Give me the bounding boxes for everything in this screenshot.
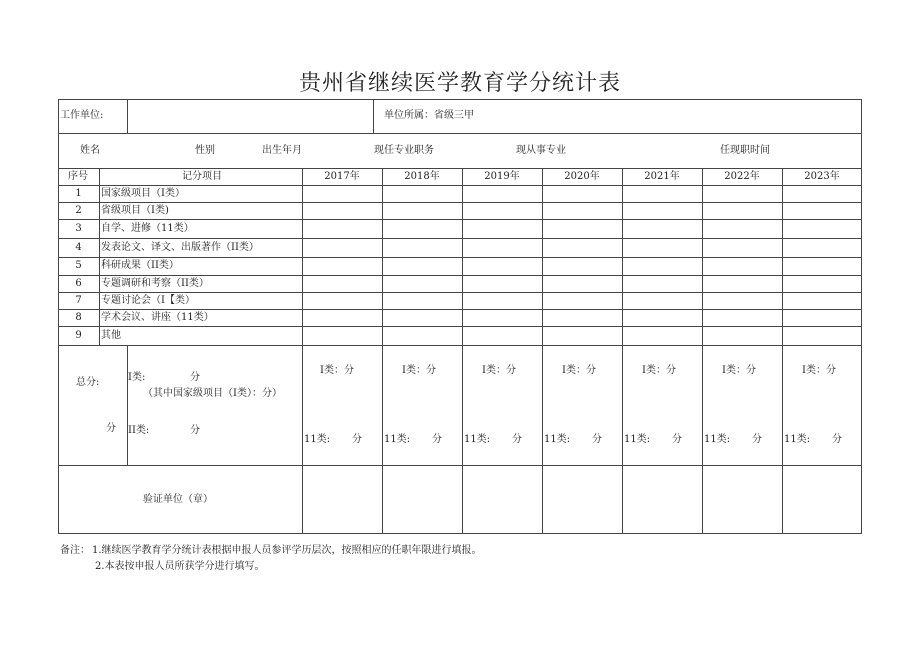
notes-label: 备注： xyxy=(60,545,90,556)
row-number: 1 xyxy=(75,188,82,199)
tenure-label: 任现职时间 xyxy=(720,145,770,156)
year-class1-total: I类：分 xyxy=(722,365,756,376)
row-item: 发表论文、译文、出版著作（II类） xyxy=(101,242,259,253)
note-line-1: 1.继续医学教育学分统计表根据申报人员参评学历层次，按照相应的任职年限进行填报。 xyxy=(92,545,482,556)
total-national: （其中国家级项目（I类）：分） xyxy=(143,388,282,399)
row-item: 省级项目（I类) xyxy=(101,205,169,216)
total-class1-unit: 分 xyxy=(190,372,200,383)
row-item: 专题调研和考察（II类） xyxy=(101,278,209,289)
year-class2-unit: 分 xyxy=(752,434,762,445)
year-class2-unit: 分 xyxy=(832,434,842,445)
year-header: 2021年 xyxy=(644,171,680,182)
row-item: 专题讨论会（I【类） xyxy=(101,295,195,306)
row-item: 国家级项目（I类） xyxy=(101,188,185,199)
total-class1: I类: xyxy=(128,372,146,383)
row-item: 学术会议、讲座（11类） xyxy=(101,312,214,323)
year-class1-total: I类：分 xyxy=(482,365,516,376)
year-header: 2022年 xyxy=(724,171,760,182)
year-class2-prefix: 11类: xyxy=(464,434,491,445)
position-label: 现任专业职务 xyxy=(374,145,434,156)
total-label: 总分: xyxy=(76,377,100,388)
row-number: 3 xyxy=(75,223,82,234)
gender-label: 性别 xyxy=(195,145,215,156)
year-class2-prefix: 11类: xyxy=(624,434,651,445)
year-class1-total: I类：分 xyxy=(402,365,436,376)
year-class2-unit: 分 xyxy=(352,434,362,445)
year-class2-unit: 分 xyxy=(512,434,522,445)
verify-unit-label: 验证单位（章） xyxy=(143,494,213,505)
page-title: 贵州省继续医学教育学分统计表 xyxy=(298,71,621,96)
total-score-label: 分 xyxy=(106,423,116,434)
row-number: 2 xyxy=(75,205,82,216)
col-seq-header: 序号 xyxy=(68,171,88,182)
year-class2-unit: 分 xyxy=(432,434,442,445)
row-item: 科研成果（II类） xyxy=(101,260,179,271)
year-class2-prefix: 11类: xyxy=(384,434,411,445)
year-class2-unit: 分 xyxy=(592,434,602,445)
row-number: 6 xyxy=(75,278,82,289)
row-item: 自学、进修（11类） xyxy=(101,223,194,234)
year-header: 2023年 xyxy=(804,171,840,182)
total-class2-unit: 分 xyxy=(190,425,200,436)
year-header: 2020年 xyxy=(564,171,600,182)
work-unit-label: 工作单位: xyxy=(60,110,104,121)
unit-affiliation: 单位所属：省级三甲 xyxy=(384,110,474,121)
year-class1-total: I类：分 xyxy=(562,365,596,376)
year-class2-prefix: 11类: xyxy=(704,434,731,445)
row-number: 7 xyxy=(75,295,82,306)
year-class2-prefix: 11类: xyxy=(784,434,811,445)
specialty-label: 现从事专业 xyxy=(516,145,566,156)
year-class2-unit: 分 xyxy=(672,434,682,445)
row-item: 其他 xyxy=(101,330,121,341)
year-class2-prefix: 11类: xyxy=(304,434,331,445)
name-label: 姓名 xyxy=(80,145,100,156)
row-number: 8 xyxy=(75,312,82,323)
note-line-2: 2.本表按申报人员所获学分进行填写。 xyxy=(95,561,265,572)
row-number: 9 xyxy=(75,330,82,341)
total-class2: II类: xyxy=(128,425,150,436)
row-number: 5 xyxy=(75,260,82,271)
year-header: 2018年 xyxy=(404,171,440,182)
year-header: 2019年 xyxy=(484,171,520,182)
year-class2-prefix: 11类: xyxy=(544,434,571,445)
year-class1-total: I类：分 xyxy=(642,365,676,376)
col-item-header: 记分项目 xyxy=(182,171,222,182)
year-class1-total: I类：分 xyxy=(320,365,354,376)
year-header: 2017年 xyxy=(324,171,360,182)
birth-label: 出生年月 xyxy=(262,145,302,156)
year-class1-total: I类：分 xyxy=(802,365,836,376)
row-number: 4 xyxy=(75,242,82,253)
